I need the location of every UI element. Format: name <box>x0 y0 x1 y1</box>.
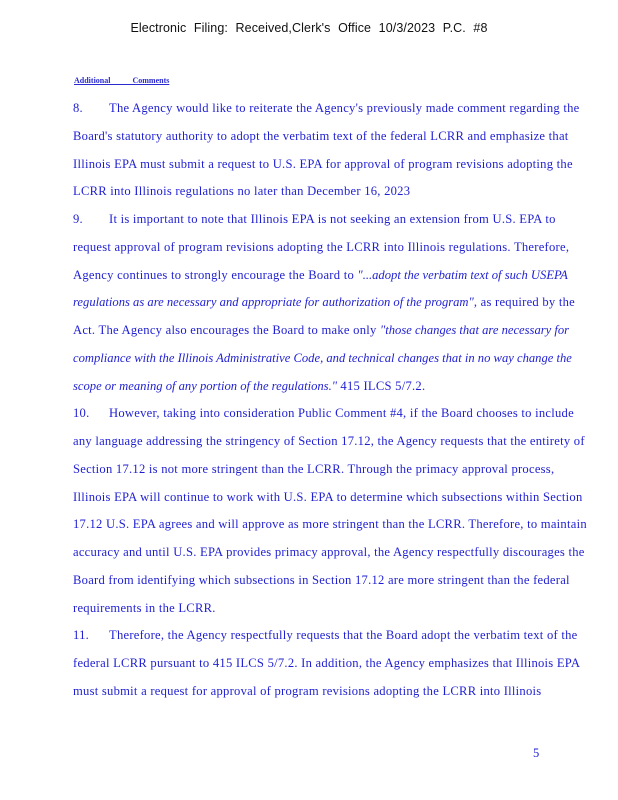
paragraph-10 <box>73 400 589 622</box>
paragraph-number: 8. <box>73 101 83 115</box>
paragraph-text: The Agency would like to reiterate the Agency's previously made comment regarding the Board's statutory authority to adopt the verbatim text of the federal LCRR and emphasize that Illinois EPA must submit a request to U.S. EPA for approval of program revisions adopting the LCRR into Illinois regulations no later than December 16, 2023 <box>73 101 580 199</box>
paragraph-number: 11. <box>73 628 90 643</box>
citation: 415 ILCS 5/7.2. <box>337 378 426 393</box>
page-number: 5 <box>533 746 540 760</box>
document-body <box>73 95 589 706</box>
paragraph-11 <box>73 622 589 705</box>
paragraph-text: It is important to note that Illinois EPA is not seeking an extension from U.S. EPA to request approval of program revisions adopting the LCRR into Illinois regulations. Therefore, Agency continues to strongly encourage the Board to <box>73 212 570 282</box>
filing-stamp-header: Electronic Filing: Received,Clerk's Office 10/3/2023 P.C. #8 <box>130 21 488 35</box>
paragraph-9 <box>73 206 589 400</box>
section-heading: Additional Comments <box>74 76 170 85</box>
paragraph-number: 9. <box>73 212 83 226</box>
paragraph-text: However, taking into consideration Public Comment #4, if the Board chooses to include any language addressing the stringency of Section 17.12, the Agency requests that the entirety of Section 17.12 is not more stringent than the LCRR. Through the primacy approval process, Illinois EPA will continue to work with U.S. EPA to determine which subsections within Section 17.12 U.S. EPA agrees and will approve as more stringent than the LCRR. Therefore, to maintain accuracy and until U.S. EPA provides primacy approval, the Agency respectfully discourages the Board from identifying which subsections in Section 17.12 are more stringent than the federal requirements in the LCRR. <box>73 406 587 615</box>
paragraph-8 <box>73 95 589 206</box>
paragraph-text: , as required by the Act. The Agency also encourages the Board to make only <box>73 295 575 337</box>
paragraph-text: Therefore, the Agency respectfully requests that the Board adopt the verbatim text of the federal LCRR pursuant to 415 ILCS 5/7.2. In addition, the Agency emphasizes that Illinois EPA must submit a request for approval of program revisions adopting the LCRR into Illinois <box>73 628 580 698</box>
paragraph-number: 10. <box>73 406 90 421</box>
statutory-quote: "...adopt the verbatim text of such USEPA regulations as are necessary and appropriate for authorization of the program" <box>73 267 568 310</box>
statutory-quote: "those changes that are necessary for compliance with the Illinois Administrative Code, and technical changes that in no way change the scope or meaning of any portion of the regulations." <box>73 323 572 393</box>
